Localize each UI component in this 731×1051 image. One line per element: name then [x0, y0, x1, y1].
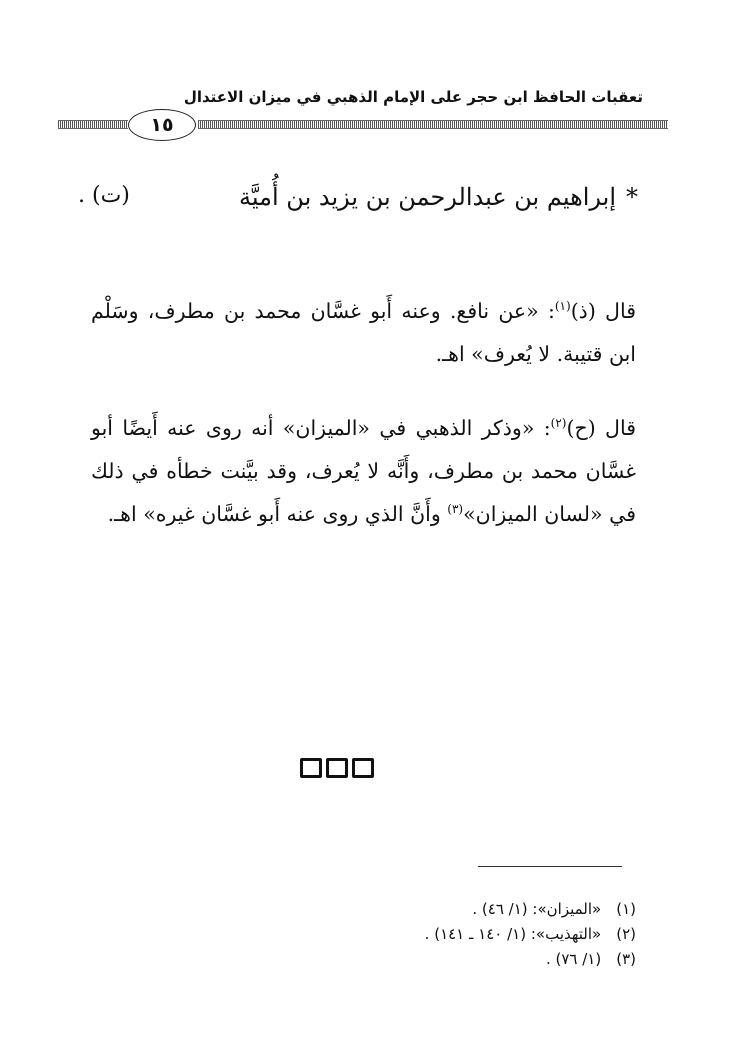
footnote-number: (٣) — [616, 950, 636, 968]
entry-grade: (ت) . — [78, 183, 130, 208]
footnote-ref: (٢) — [550, 416, 567, 431]
paragraph-text: : «وذكر الذهبي في «الميزان» أنه روى عنه أَيضًا أبو غسَّان محمد بن مطرف، وأَنَّه لا يُعرف، وقد بيَّنت خطأه في ذلك في «لسان الميزان» — [91, 416, 636, 526]
section-ornament — [300, 758, 374, 778]
footnote-item — [236, 897, 636, 922]
running-title: تعقبات الحافظ ابن حجر على الإمام الذهبي في ميزان الاعتدال — [183, 88, 643, 106]
footnote-separator — [478, 866, 622, 867]
footnote-text: «الميزان»: (١/ ٤٦) . — [472, 900, 602, 918]
entry-heading — [78, 183, 638, 211]
footnote-item — [236, 922, 636, 947]
header-rule-left — [58, 120, 128, 129]
entry-name: إبراهيم بن عبدالرحمن بن يزيد بن أُميَّة — [239, 183, 616, 211]
footnote-ref: (٣) — [447, 502, 464, 517]
ornament-square-icon — [352, 758, 374, 778]
paragraph-lead: قال (ذ) — [570, 299, 636, 323]
footnote-ref: (١) — [554, 299, 571, 314]
footnote-item — [236, 947, 636, 972]
header-rule-right — [198, 120, 668, 129]
asterisk-marker: * — [626, 183, 638, 211]
footnote-number: (٢) — [616, 925, 636, 943]
paragraph-text: وأَنَّ الذي روى عنه أَبو غسَّان غيره» اهـ. — [107, 502, 448, 526]
ornament-square-icon — [300, 758, 322, 778]
footnote-number: (١) — [616, 900, 636, 918]
footnote-text: «التهذيب»: (١/ ١٤٠ ـ ١٤١) . — [424, 925, 602, 943]
footnote-text: (١/ ٧٦) . — [545, 950, 602, 968]
paragraph-dhahabi — [91, 290, 636, 376]
paragraph-hajar — [91, 407, 636, 536]
ornament-square-icon — [326, 758, 348, 778]
page-number: ١٥ — [128, 109, 196, 141]
paragraph-lead: قال (ح) — [566, 416, 636, 440]
footnotes — [236, 897, 636, 972]
paragraph-text: : «عن نافع. وعنه أَبو غسَّان محمد بن مطرف، وسَلْم ابن قتيبة. لا يُعرف» اهـ. — [91, 299, 636, 366]
